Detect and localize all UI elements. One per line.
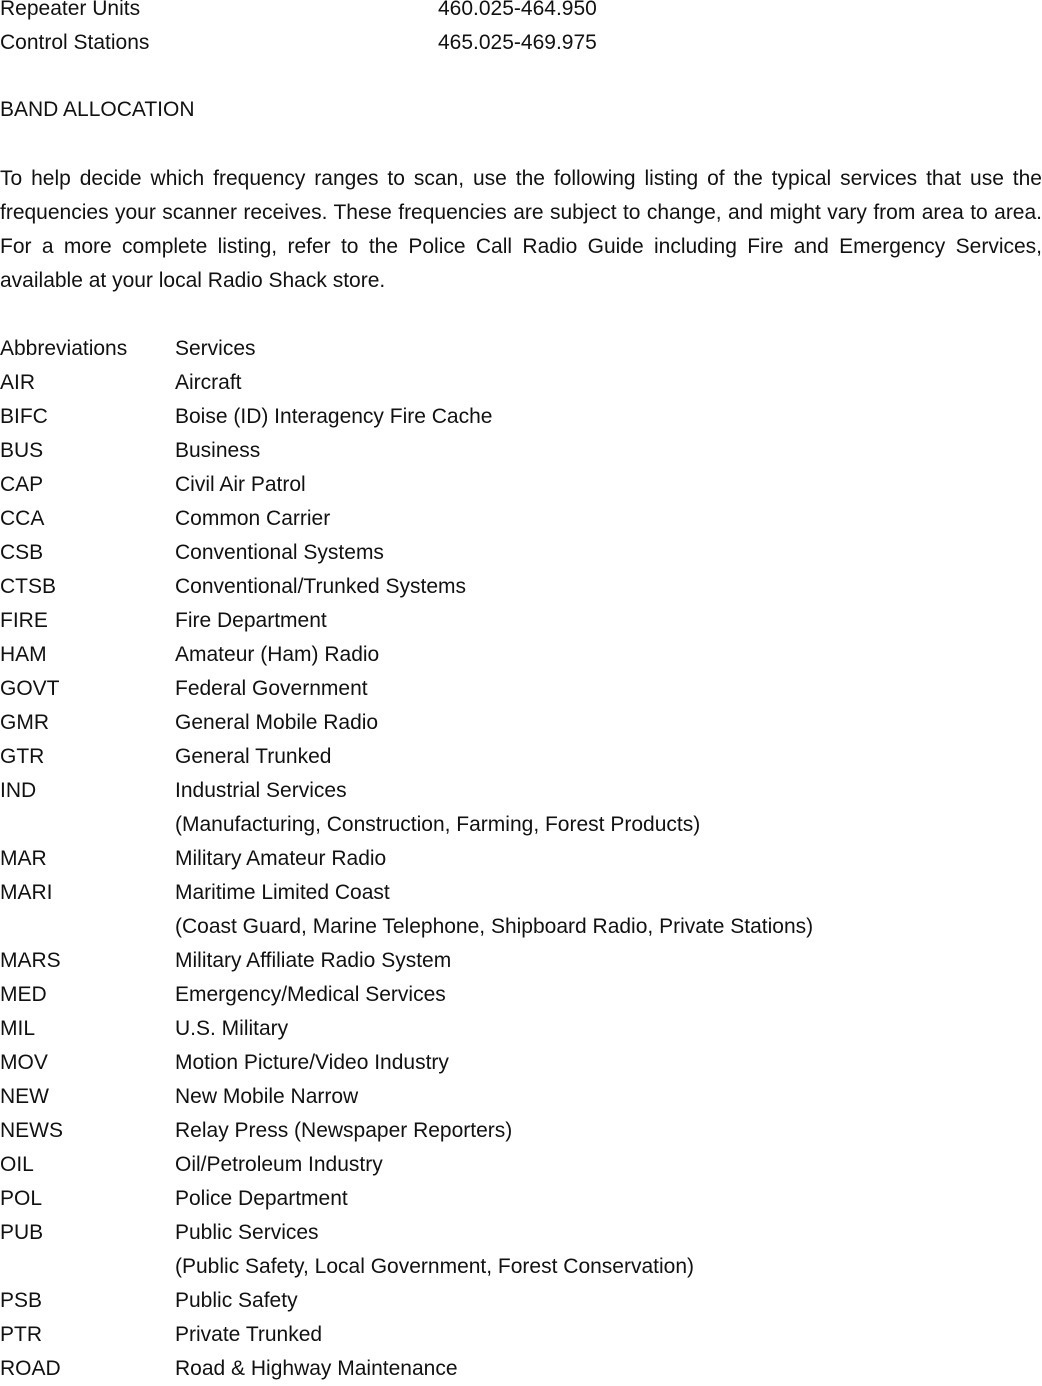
table-row xyxy=(0,1216,319,1250)
table-row xyxy=(0,1318,323,1352)
abbreviation: MIL xyxy=(0,1017,36,1040)
abbreviation: GOVT xyxy=(0,677,60,700)
service-name: Motion Picture/Video Industry xyxy=(175,1051,449,1074)
abbreviation: BIFC xyxy=(0,405,48,428)
service-name: Industrial Services xyxy=(175,779,347,802)
service-name: Public Safety xyxy=(175,1289,298,1312)
abbreviation: MARS xyxy=(0,949,61,972)
service-name: General Mobile Radio xyxy=(175,711,379,734)
table-row xyxy=(0,978,446,1012)
service-name: Conventional/Trunked Systems xyxy=(175,575,467,598)
table-row xyxy=(0,366,242,400)
abbreviation: CSB xyxy=(0,541,44,564)
service-name: Civil Air Patrol xyxy=(175,473,306,496)
abbreviation: AIR xyxy=(0,371,36,394)
table-row xyxy=(0,1352,458,1386)
abbreviation: GTR xyxy=(0,745,45,768)
table-row xyxy=(0,434,261,468)
abbreviation: HAM xyxy=(0,643,47,666)
table-row xyxy=(0,1148,383,1182)
table-row xyxy=(0,638,380,672)
table-row xyxy=(0,706,379,740)
abbreviation: ROAD xyxy=(0,1357,61,1380)
table-row xyxy=(0,570,467,604)
abbreviation: POL xyxy=(0,1187,43,1210)
table-row xyxy=(0,672,368,706)
freq-row xyxy=(0,26,597,60)
table-row xyxy=(0,502,331,536)
service-column-header: Services xyxy=(175,337,256,360)
abbr-column-header: Abbreviations xyxy=(0,337,128,360)
table-header xyxy=(0,332,256,366)
freq-range: 460.025-464.950 xyxy=(438,0,597,20)
table-row xyxy=(0,536,384,570)
service-name: Military Affiliate Radio System xyxy=(175,949,452,972)
service-name: New Mobile Narrow xyxy=(175,1085,359,1108)
abbreviation: PUB xyxy=(0,1221,44,1244)
table-row xyxy=(0,468,306,502)
service-name: Amateur (Ham) Radio xyxy=(175,643,380,666)
table-row xyxy=(0,876,390,910)
service-name: (Coast Guard, Marine Telephone, Shipboard Radio, Private Stations) xyxy=(175,915,814,938)
service-name: Relay Press (Newspaper Reporters) xyxy=(175,1119,513,1142)
abbreviation: MAR xyxy=(0,847,47,870)
service-name: (Public Safety, Local Government, Forest Conservation) xyxy=(175,1255,695,1278)
table-row xyxy=(0,1114,513,1148)
service-name: Boise (ID) Interagency Fire Cache xyxy=(175,405,493,428)
service-name: Business xyxy=(175,439,261,462)
service-name: Police Department xyxy=(175,1187,348,1210)
section-heading: BAND ALLOCATION xyxy=(0,98,195,121)
service-name: Common Carrier xyxy=(175,507,331,530)
abbreviation: CTSB xyxy=(0,575,57,598)
abbreviation: CAP xyxy=(0,473,44,496)
service-name: Fire Department xyxy=(175,609,327,632)
service-name: Conventional Systems xyxy=(175,541,384,564)
table-row xyxy=(0,1080,359,1114)
service-name: Maritime Limited Coast xyxy=(175,881,390,904)
abbreviation: NEWS xyxy=(0,1119,63,1142)
service-name: General Trunked xyxy=(175,745,332,768)
service-name: Private Trunked xyxy=(175,1323,323,1346)
table-row xyxy=(0,1012,289,1046)
service-name: U.S. Military xyxy=(175,1017,289,1040)
abbreviation: PSB xyxy=(0,1289,43,1312)
abbreviation: NEW xyxy=(0,1085,49,1108)
table-row xyxy=(0,774,347,808)
freq-label: Repeater Units xyxy=(0,0,141,20)
service-name: Aircraft xyxy=(175,371,242,394)
abbreviation: MOV xyxy=(0,1051,48,1074)
service-name: Road & Highway Maintenance xyxy=(175,1357,458,1380)
service-name: Federal Government xyxy=(175,677,368,700)
table-row xyxy=(0,1046,449,1080)
table-row xyxy=(0,842,387,876)
service-name: Public Services xyxy=(175,1221,319,1244)
table-row xyxy=(0,1182,348,1216)
abbreviation: IND xyxy=(0,779,37,802)
freq-label: Control Stations xyxy=(0,31,150,54)
abbreviation: BUS xyxy=(0,439,44,462)
abbreviation: MARI xyxy=(0,881,53,904)
abbreviation: FIRE xyxy=(0,609,48,632)
service-name: (Manufacturing, Construction, Farming, Forest Products) xyxy=(175,813,701,836)
service-name: Oil/Petroleum Industry xyxy=(175,1153,383,1176)
abbreviation: PTR xyxy=(0,1323,42,1346)
abbreviation: CCA xyxy=(0,507,45,530)
table-row xyxy=(0,604,327,638)
table-row xyxy=(0,740,332,774)
service-name: Emergency/Medical Services xyxy=(175,983,446,1006)
abbreviation: MED xyxy=(0,983,47,1006)
table-row xyxy=(0,1284,298,1318)
freq-range: 465.025-469.975 xyxy=(438,31,597,54)
service-name: Military Amateur Radio xyxy=(175,847,387,870)
abbreviation: GMR xyxy=(0,711,49,734)
intro-paragraph: To help decide which frequency ranges to scan, use the following listing of the typical services that use the frequencies your scanner receives. These frequencies are subject to change, and might vary from area to area. For a more complete listing, refer to the Police Call Radio Guide including Fire and Emergency Services, available at your local Radio Shack store. xyxy=(0,167,1042,292)
freq-row xyxy=(0,0,597,26)
abbreviation: OIL xyxy=(0,1153,34,1176)
table-row xyxy=(0,400,493,434)
table-row xyxy=(0,944,452,978)
